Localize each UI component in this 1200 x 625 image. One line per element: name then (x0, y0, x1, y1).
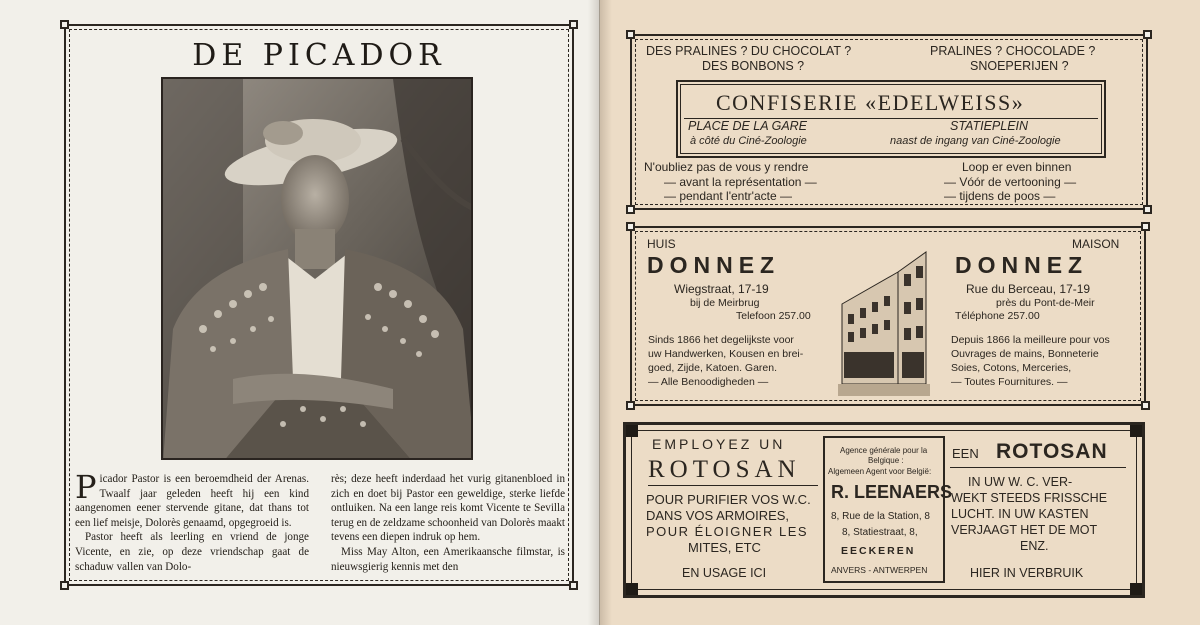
rotosan-nl-line-4: VERJAAGT HET DE MOT (951, 523, 1098, 537)
article-column-2 (331, 472, 565, 572)
article-title: DE PICADOR (192, 38, 446, 73)
picador-photo (161, 77, 473, 460)
edelweiss-question-nl-2: SNOEPERIJEN ? (970, 59, 1069, 73)
rotosan-fr-line-1: POUR PURIFIER VOS W.C. (646, 492, 811, 507)
paragraph: Pastor heeft als leerling en vriend de jonge Vicente, en zie, op deze vriendschap gaat de schaduw vallen van Dolo- (75, 531, 309, 573)
rotosan-agent-fr-1: Agence générale pour la (840, 446, 928, 455)
donnez-desc-fr-2: Ouvrages de mains, Bonneterie (951, 348, 1099, 360)
corner-square (1130, 425, 1142, 437)
donnez-name-fr: DONNEZ (955, 252, 1089, 278)
donnez-phone-nl: Telefoon 257.00 (736, 310, 811, 322)
article-column-1 (75, 468, 309, 573)
donnez-maison-label: MAISON (1072, 237, 1120, 251)
rotosan-agent-nl: Algemeen Agent voor België: (828, 467, 932, 476)
divider (648, 485, 818, 486)
donnez-huis-label: HUIS (647, 237, 676, 251)
rotosan-fr-line-3: POUR ÉLOIGNER LES (646, 524, 809, 539)
rotosan-employez: EMPLOYEZ UN (652, 436, 786, 452)
rotosan-usage-nl: HIER IN VERBRUIK (970, 566, 1084, 580)
edelweiss-place-fr: PLACE DE LA GARE (688, 119, 808, 133)
rotosan-brand-nl: ROTOSAN (996, 440, 1108, 463)
rotosan-agent-name: R. LEENAERS (831, 482, 953, 502)
donnez-near-nl: bij de Meirbrug (690, 297, 760, 309)
edelweiss-shop-name: CONFISERIE «EDELWEISS» (716, 90, 1025, 115)
edelweiss-nl-line-2: — Vóór de vertooning — (944, 175, 1077, 189)
paragraph: icador Pastor is een beroemdheid der Arenas. Twaalf jaar geleden heeft hij een kind aangenomen eener stervende gitane, dat thans tot een lief meisje, Dolorès genaamd, opgegroeid is. (75, 473, 309, 529)
donnez-desc-fr-3: Soies, Cotons, Merceries, (951, 362, 1072, 374)
edelweiss-near-nl: naast de ingang van Ciné-Zoologie (890, 135, 1061, 147)
corner-square (626, 583, 638, 595)
donnez-street-nl: Wiegstraat, 17-19 (674, 282, 769, 296)
paragraph: rès; deze heeft inderdaad het vurig gitanenbloed in zich en doet bij Pastor een geweldige, sterke liefde ontluiken. Na een lange reis komt Vicente te Sevilla terug en de zeldzame schoonheid van Dolorès maakt tevens een diepen indruk op hem. (331, 473, 565, 544)
rotosan-fr-line-2: DANS VOS ARMOIRES, (646, 508, 790, 523)
edelweiss-near-fr: à côté du Ciné-Zoologie (690, 135, 807, 147)
donnez-desc-nl-1: Sinds 1866 het degelijkste voor (648, 334, 794, 346)
drop-cap: P (75, 468, 97, 506)
rotosan-brand-fr: ROTOSAN (648, 456, 801, 483)
corner-square (1130, 583, 1142, 595)
rotosan-nl-line-2: WEKT STEEDS FRISSCHE (951, 491, 1108, 505)
picador-illustration (163, 79, 473, 460)
edelweiss-fr-line-1: N'oubliez pas de vous y rendre (644, 160, 809, 174)
rotosan-nl-line-1: IN UW W. C. VER- (968, 475, 1073, 489)
rotosan-region: ANVERS - ANTWERPEN (831, 565, 928, 575)
article-text (75, 468, 565, 573)
divider (950, 467, 1126, 468)
edelweiss-nl-line-3: — tijdens de poos — (944, 189, 1056, 203)
donnez-desc-nl-3: goed, Zijde, Katoen. Garen. (648, 362, 777, 374)
edelweiss-fr-line-3: — pendant l'entr'acte — (664, 189, 792, 203)
book-gutter (588, 0, 612, 625)
edelweiss-question-fr-2: DES BONBONS ? (702, 59, 805, 73)
donnez-desc-fr-4: — Toutes Fournitures. — (951, 376, 1068, 388)
edelweiss-question-fr: DES PRALINES ? DU CHOCOLAT ? (646, 44, 852, 58)
rotosan-agent-fr-2: Belgique : (868, 456, 904, 465)
rotosan-address-1: 8, Rue de la Station, 8 (831, 511, 930, 522)
rotosan-een: EEN (952, 446, 979, 461)
donnez-desc-nl-4: — Alle Benoodigheden — (648, 376, 769, 388)
donnez-street-fr: Rue du Berceau, 17-19 (966, 282, 1091, 296)
rotosan-fr-line-4: MITES, ETC (688, 540, 761, 555)
shop-building-illustration (838, 244, 930, 396)
rotosan-nl-line-3: LUCHT. IN UW KASTEN (951, 507, 1089, 521)
paragraph: Miss May Alton, een Amerikaansche filmstar, is nieuwsgierig kennis met den (331, 545, 565, 573)
edelweiss-nl-line-1: Loop er even binnen (962, 160, 1072, 174)
donnez-desc-fr-1: Depuis 1866 la meilleure pour vos (951, 334, 1110, 346)
donnez-phone-fr: Téléphone 257.00 (955, 310, 1040, 322)
rotosan-nl-line-5: ENZ. (1020, 539, 1049, 553)
rotosan-city: EECKEREN (841, 545, 916, 557)
donnez-desc-nl-2: uw Handwerken, Kousen en brei- (648, 348, 804, 360)
corner-square (626, 425, 638, 437)
donnez-near-fr: près du Pont-de-Meir (996, 297, 1095, 309)
rotosan-address-2: 8, Statiestraat, 8, (842, 527, 918, 538)
rotosan-usage-fr: EN USAGE ICI (682, 566, 767, 580)
edelweiss-place-nl: STATIEPLEIN (950, 119, 1029, 133)
edelweiss-question-nl: PRALINES ? CHOCOLADE ? (930, 44, 1096, 58)
donnez-name-nl: DONNEZ (647, 252, 781, 278)
edelweiss-fr-line-2: — avant la représentation — (664, 175, 817, 189)
